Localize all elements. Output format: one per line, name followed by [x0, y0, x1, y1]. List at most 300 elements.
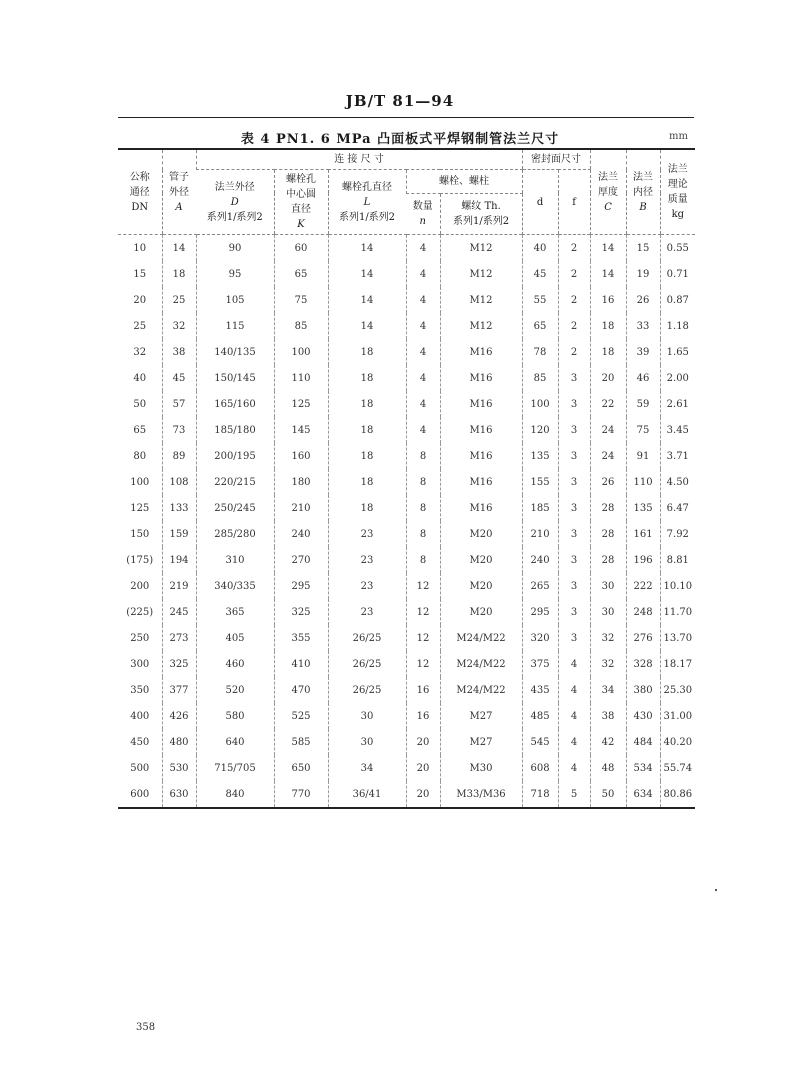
table-cell: 23 [328, 573, 406, 599]
table-cell: 80 [133, 450, 147, 462]
table-cell: 600 [118, 781, 162, 808]
table-cell: 18 [328, 469, 406, 495]
table-cell: 2.00 [660, 365, 695, 391]
table-cell: M12 [440, 313, 522, 339]
table-cell: 4 [406, 365, 440, 391]
table-row [118, 703, 695, 729]
table-cell: 4 [406, 417, 440, 443]
table-cell: 28 [590, 495, 626, 521]
table-cell: 160 [274, 443, 328, 469]
table-cell: 89 [162, 443, 196, 469]
table-cell: 3 [558, 521, 590, 547]
table-cell: 18 [162, 261, 196, 287]
table-cell: 210 [274, 495, 328, 521]
table-cell: 65 [133, 424, 147, 436]
table-cell: 28 [590, 547, 626, 573]
table-cell: 145 [274, 417, 328, 443]
table-cell: 4.50 [660, 469, 695, 495]
table-cell: M16 [440, 469, 522, 495]
table-cell: 3.71 [660, 443, 695, 469]
table-row [118, 313, 695, 339]
table-cell: 13.70 [660, 625, 695, 651]
table-cell: M12 [440, 261, 522, 287]
page-number: 358 [136, 1022, 156, 1033]
table-row [118, 599, 695, 625]
table-cell: 430 [626, 703, 660, 729]
table-cell: 14 [590, 261, 626, 287]
table-cell: 4 [406, 261, 440, 287]
table-cell: 38 [590, 703, 626, 729]
table-cell: 377 [162, 677, 196, 703]
seal-group-header: 密封面尺寸 [522, 149, 590, 170]
table-cell: 1.65 [660, 339, 695, 365]
table-cell: 24 [590, 443, 626, 469]
table-cell: 6.47 [660, 495, 695, 521]
table-cell: 200 [130, 580, 150, 592]
table-cell: 26 [626, 287, 660, 313]
table-cell: 95 [196, 261, 274, 287]
table-cell: 3 [558, 573, 590, 599]
table-cell: 110 [626, 469, 660, 495]
table-row [118, 547, 695, 573]
table-cell: 2.61 [660, 391, 695, 417]
table-cell: 14 [328, 261, 406, 287]
table-cell: 155 [522, 469, 558, 495]
table-cell: 38 [162, 339, 196, 365]
table-cell: 525 [274, 703, 328, 729]
table-cell: 520 [196, 677, 274, 703]
table-cell: 18 [590, 313, 626, 339]
table-cell: 50 [590, 781, 626, 808]
table-cell: M16 [440, 495, 522, 521]
col-bolt-circle: 螺栓孔 中心圆 直径 K [274, 170, 328, 235]
table-row [118, 391, 695, 417]
table-cell: 7.92 [660, 521, 695, 547]
table-cell: M16 [440, 417, 522, 443]
table-cell: 295 [522, 599, 558, 625]
table-cell: 108 [162, 469, 196, 495]
table-cell: 15 [626, 235, 660, 262]
table-cell: 380 [626, 677, 660, 703]
table-cell: 165/160 [196, 391, 274, 417]
table-cell: 8 [406, 521, 440, 547]
table-cell: 310 [196, 547, 274, 573]
table-row [118, 781, 695, 808]
table-cell: 100 [130, 476, 150, 488]
table-cell: 100 [274, 339, 328, 365]
table-cell: 14 [328, 287, 406, 313]
table-cell: 10.10 [660, 573, 695, 599]
table-cell: 500 [130, 762, 150, 774]
table-cell: 20 [590, 365, 626, 391]
table-cell: 4 [558, 651, 590, 677]
table-cell: 40 [133, 372, 147, 384]
table-cell: 2 [558, 235, 590, 262]
table-cell: 3 [558, 365, 590, 391]
table-row [118, 625, 695, 651]
table-cell: 18.17 [660, 651, 695, 677]
col-nominal-dn: 公称 通径 DN [118, 149, 162, 235]
table-row [118, 495, 695, 521]
table-cell: 73 [162, 417, 196, 443]
table-cell: (225) [126, 606, 154, 618]
table-cell: 18 [328, 495, 406, 521]
table-cell: 85 [522, 365, 558, 391]
table-cell: 39 [626, 339, 660, 365]
table-cell: 115 [196, 313, 274, 339]
table-cell: 534 [626, 755, 660, 781]
table-cell: 140/135 [196, 339, 274, 365]
table-cell: 248 [626, 599, 660, 625]
table-cell: 8 [406, 495, 440, 521]
table-row [118, 261, 695, 287]
speck-mark [715, 889, 717, 891]
table-cell: 240 [522, 547, 558, 573]
table-cell: 405 [196, 625, 274, 651]
table-cell: 105 [196, 287, 274, 313]
table-cell: 4 [406, 235, 440, 262]
table-cell: 3 [558, 495, 590, 521]
table-cell: 14 [162, 235, 196, 262]
col-thickness: 法兰 厚度 C [590, 149, 626, 235]
col-flange-od: 法兰外径 D 系列1/系列2 [196, 170, 274, 235]
table-cell: 20 [133, 294, 147, 306]
table-cell: 26/25 [328, 677, 406, 703]
table-cell: 50 [133, 398, 147, 410]
table-cell: 180 [274, 469, 328, 495]
table-cell: 340/335 [196, 573, 274, 599]
table-cell: 400 [130, 710, 150, 722]
table-row [118, 729, 695, 755]
table-cell: 185 [522, 495, 558, 521]
table-cell: 530 [162, 755, 196, 781]
table-row [118, 365, 695, 391]
table-cell: 435 [522, 677, 558, 703]
table-cell: 4 [558, 677, 590, 703]
standard-header: JB/T 81—94 [345, 92, 455, 110]
table-cell: M27 [440, 703, 522, 729]
table-cell: 5 [558, 781, 590, 808]
table-cell: 3 [558, 599, 590, 625]
table-cell: 250/245 [196, 495, 274, 521]
table-cell: 32 [590, 651, 626, 677]
table-cell: 125 [274, 391, 328, 417]
table-cell: 23 [328, 599, 406, 625]
table-cell: 650 [274, 755, 328, 781]
table-cell: 78 [522, 339, 558, 365]
table-cell: 30 [328, 703, 406, 729]
table-cell: M24/M22 [440, 625, 522, 651]
table-cell: 150/145 [196, 365, 274, 391]
table-cell: 59 [626, 391, 660, 417]
table-cell: 325 [274, 599, 328, 625]
table-cell: 55 [522, 287, 558, 313]
table-cell: 265 [522, 573, 558, 599]
table-cell: 33 [626, 313, 660, 339]
table-cell: 55.74 [660, 755, 695, 781]
table-cell: M27 [440, 729, 522, 755]
col-inner-dia: 法兰 内径 B [626, 149, 660, 235]
table-cell: 20 [406, 781, 440, 808]
table-cell: 80.86 [660, 781, 695, 808]
table-cell: 42 [590, 729, 626, 755]
table-cell: 185/180 [196, 417, 274, 443]
table-cell: 840 [196, 781, 274, 808]
table-cell: 0.87 [660, 287, 695, 313]
table-cell: 355 [274, 625, 328, 651]
table-cell: 426 [162, 703, 196, 729]
table-cell: 715/705 [196, 755, 274, 781]
table-cell: 31.00 [660, 703, 695, 729]
table-cell: 120 [522, 417, 558, 443]
table-cell: 4 [558, 729, 590, 755]
table-cell: 25 [133, 320, 147, 332]
table-cell: 32 [590, 625, 626, 651]
col-seal-f: f [558, 170, 590, 235]
table-cell: 196 [626, 547, 660, 573]
table-cell: 8.81 [660, 547, 695, 573]
table-cell: 10 [133, 242, 147, 254]
table-cell: 90 [196, 235, 274, 262]
table-cell: 2 [558, 339, 590, 365]
table-cell: 194 [162, 547, 196, 573]
table-cell: 65 [274, 261, 328, 287]
table-row [118, 235, 695, 262]
table-cell: M33/M36 [440, 781, 522, 808]
table-cell: 19 [626, 261, 660, 287]
flange-dimension-table [118, 148, 695, 809]
table-cell: 34 [590, 677, 626, 703]
table-cell: M20 [440, 547, 522, 573]
table-cell: 276 [626, 625, 660, 651]
table-cell: 375 [522, 651, 558, 677]
table-cell: M16 [440, 339, 522, 365]
table-cell: 125 [130, 502, 150, 514]
table-cell: 630 [162, 781, 196, 808]
table-cell: M16 [440, 391, 522, 417]
table-cell: 3 [558, 417, 590, 443]
table-cell: M12 [440, 287, 522, 313]
table-cell: 1.18 [660, 313, 695, 339]
table-cell: 485 [522, 703, 558, 729]
table-cell: 20 [406, 729, 440, 755]
table-cell: 135 [522, 443, 558, 469]
table-cell: 16 [590, 287, 626, 313]
table-row [118, 521, 695, 547]
table-cell: 3 [558, 625, 590, 651]
table-cell: 8 [406, 547, 440, 573]
table-cell: 34 [328, 755, 406, 781]
table-cell: 4 [406, 287, 440, 313]
table-row [118, 287, 695, 313]
bolt-group-header: 螺栓、螺柱 [406, 170, 522, 194]
table-cell: 15 [133, 268, 147, 280]
table-cell: 4 [406, 391, 440, 417]
table-body [118, 235, 695, 809]
table-cell: 2 [558, 261, 590, 287]
table-cell: 32 [133, 346, 147, 358]
col-bolt-thread: 螺纹 Th. 系列1/系列2 [440, 193, 522, 234]
table-cell: 60 [274, 235, 328, 262]
table-cell: 0.55 [660, 235, 695, 262]
table-cell: 460 [196, 651, 274, 677]
table-cell: 133 [162, 495, 196, 521]
table-cell: 45 [522, 261, 558, 287]
unit-label: mm [669, 131, 688, 142]
table-cell: 46 [626, 365, 660, 391]
table-cell: 219 [162, 573, 196, 599]
col-bolt-hole: 螺栓孔直径 L 系列1/系列2 [328, 170, 406, 235]
table-cell: 350 [130, 684, 150, 696]
table-cell: 14 [590, 235, 626, 262]
table-cell: 12 [406, 625, 440, 651]
table-cell: 28 [590, 521, 626, 547]
table-cell: 12 [406, 651, 440, 677]
table-cell: M12 [440, 235, 522, 262]
table-cell: 295 [274, 573, 328, 599]
table-cell: M24/M22 [440, 651, 522, 677]
table-cell: 18 [328, 417, 406, 443]
table-cell: 200/195 [196, 443, 274, 469]
table-cell: 585 [274, 729, 328, 755]
table-cell: 300 [130, 658, 150, 670]
table-cell: 2 [558, 287, 590, 313]
table-cell: 30 [590, 573, 626, 599]
table-cell: 320 [522, 625, 558, 651]
table-cell: 608 [522, 755, 558, 781]
table-cell: 3 [558, 443, 590, 469]
table-cell: 545 [522, 729, 558, 755]
table-cell: 75 [274, 287, 328, 313]
table-cell: 75 [626, 417, 660, 443]
table-cell: 32 [162, 313, 196, 339]
table-row [118, 755, 695, 781]
table-cell: 484 [626, 729, 660, 755]
table-cell: 8 [406, 469, 440, 495]
table-cell: 22 [590, 391, 626, 417]
table-row [118, 677, 695, 703]
table-cell: 26 [590, 469, 626, 495]
table-row [118, 443, 695, 469]
table-cell: M20 [440, 599, 522, 625]
table-cell: 273 [162, 625, 196, 651]
table-cell: 14 [328, 235, 406, 262]
table-cell: 580 [196, 703, 274, 729]
table-cell: 40.20 [660, 729, 695, 755]
table-cell: 150 [130, 528, 150, 540]
table-row [118, 339, 695, 365]
table-cell: 220/215 [196, 469, 274, 495]
table-cell: M24/M22 [440, 677, 522, 703]
table-cell: 18 [328, 391, 406, 417]
table-cell: 23 [328, 521, 406, 547]
table-cell: 640 [196, 729, 274, 755]
table-cell: 24 [590, 417, 626, 443]
table-cell: 18 [328, 339, 406, 365]
table-cell: 16 [406, 703, 440, 729]
table-cell: 450 [130, 736, 150, 748]
table-cell: M20 [440, 573, 522, 599]
table-cell: 4 [406, 339, 440, 365]
table-cell: 18 [328, 443, 406, 469]
table-cell: 45 [162, 365, 196, 391]
table-cell: 3 [558, 469, 590, 495]
table-cell: 480 [162, 729, 196, 755]
table-cell: 12 [406, 573, 440, 599]
table-cell: 30 [328, 729, 406, 755]
table-cell: 270 [274, 547, 328, 573]
table-row [118, 417, 695, 443]
table-cell: 36/41 [328, 781, 406, 808]
table-cell: 250 [130, 632, 150, 644]
table-cell: 12 [406, 599, 440, 625]
table-cell: 57 [162, 391, 196, 417]
table-cell: 161 [626, 521, 660, 547]
table-cell: 159 [162, 521, 196, 547]
table-cell: 2 [558, 313, 590, 339]
table-cell: 3.45 [660, 417, 695, 443]
col-bolt-qty: 数量 n [406, 193, 440, 234]
table-cell: 285/280 [196, 521, 274, 547]
col-seal-d: d [522, 170, 558, 235]
table-cell: 770 [274, 781, 328, 808]
table-caption: 表 4 PN1. 6 MPa 凸面板式平焊钢制管法兰尺寸 [240, 132, 560, 147]
table-cell: 18 [328, 365, 406, 391]
col-pipe-od: 管子 外径 A [162, 149, 196, 235]
table-cell: M16 [440, 443, 522, 469]
table-cell: 210 [522, 521, 558, 547]
table-cell: 718 [522, 781, 558, 808]
header-rule [118, 117, 694, 118]
table-cell: 8 [406, 443, 440, 469]
table-cell: 3 [558, 391, 590, 417]
table-cell: 20 [406, 755, 440, 781]
table-cell: (175) [126, 554, 154, 566]
table-cell: 4 [558, 703, 590, 729]
table-cell: 634 [626, 781, 660, 808]
table-cell: 85 [274, 313, 328, 339]
table-cell: 91 [626, 443, 660, 469]
table-row [118, 573, 695, 599]
table-cell: 0.71 [660, 261, 695, 287]
table-cell: 240 [274, 521, 328, 547]
table-cell: 325 [162, 651, 196, 677]
table-cell: 328 [626, 651, 660, 677]
table-cell: 40 [522, 235, 558, 262]
table-cell: M20 [440, 521, 522, 547]
table-cell: 65 [522, 313, 558, 339]
table-cell: 18 [590, 339, 626, 365]
table-cell: 222 [626, 573, 660, 599]
table-cell: 410 [274, 651, 328, 677]
table-cell: 245 [162, 599, 196, 625]
table-cell: 4 [558, 755, 590, 781]
connection-group-header: 连 接 尺 寸 [196, 149, 522, 170]
col-mass: 法兰 理论 质量 kg [660, 149, 695, 235]
table-cell: 11.70 [660, 599, 695, 625]
table-cell: 25 [162, 287, 196, 313]
table-cell: 26/25 [328, 651, 406, 677]
table-row [118, 651, 695, 677]
table-cell: 14 [328, 313, 406, 339]
table-cell: 100 [522, 391, 558, 417]
table-cell: 30 [590, 599, 626, 625]
table-cell: 25.30 [660, 677, 695, 703]
table-cell: 470 [274, 677, 328, 703]
table-cell: 16 [406, 677, 440, 703]
table-cell: 365 [196, 599, 274, 625]
table-cell: 48 [590, 755, 626, 781]
